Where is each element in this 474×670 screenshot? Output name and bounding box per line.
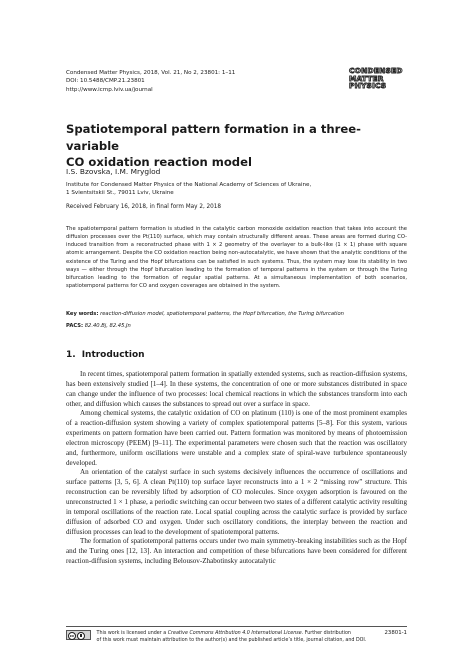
paragraph: An orientation of the catalyst surface in such systems decisively influences the occurrence of oscillations and surface patterns [3, 5, 6]. A clean Pt(110) top surface layer reconstructs into a 1 × 2 “missing row” structure. This reconstruction can be reversibly lifted by adsorption of CO molecules. Since oxygen adsorption is favoured on the unreconstructed 1 × 1 phase, a periodic switching can occur between two states of a different catalytic activity resulting in temporal oscillations of the reaction rate. Local spatial coupling across the catalytic surface is provided by surface diffusion of adsorbed CO and oxygen. Under such oscillatory conditions, the interplay between the reaction and diffusion processes can lead to the development of spatiotemporal patterns. (66, 468, 407, 536)
body-text (66, 370, 407, 567)
pacs-value: 82.40.Bj, 82.45.Jn (84, 323, 131, 329)
footer (66, 630, 407, 644)
page-number: 23801-1 (384, 630, 407, 636)
keywords (66, 310, 407, 318)
pacs-label: PACS: (66, 323, 84, 329)
journal-header (66, 69, 326, 94)
journal-citation: Condensed Matter Physics, 2018, Vol. 21, No 2, 23801: 1–11 (66, 70, 236, 76)
journal-logo: CONDENSED MATTER PHYSICS (349, 66, 403, 91)
paper-title: Spatiotemporal pattern formation in a three-variable CO oxidation reaction model (66, 122, 361, 169)
license-text: This work is licensed under a Creative Commons Attribution 4.0 International License. Further distribution of this work must maintain attribution to the author(s) and the published article’s title, journal citation, and DOI. (96, 631, 367, 644)
paragraph: The formation of spatiotemporal patterns occurs under two main symmetry-breaking instabilities such as the Hopf and the Turing ones [12, 13]. An interaction and competition of these bifurcations have been considered for different reaction-diffusion systems, including Belousov-Zhabotinsky autocatalytic (66, 537, 407, 566)
cc-by-icon: cc (66, 630, 91, 640)
paragraph: Among chemical systems, the catalytic oxidation of CO on platinum (110) is one of the most prominent examples of a reaction-diffusion system showing a variety of complex spatiotemporal patterns [5–8]. For this system, various experiments on pattern formation have been carried out. Pattern formation was monitored by means of photoemission electron microscopy (PEEM) [9–11]. The experimental parameters were chosen such that the reaction was oscillatory and, furthermore, uniform oscillations were unstable and a complex state of spiral-wave turbulence spontaneously developed. (66, 409, 407, 467)
journal-url[interactable]: http://www.icmp.lviv.ua/journal (66, 86, 153, 93)
pacs (66, 323, 131, 329)
section-title: Introduction (81, 350, 145, 360)
affiliation: Institute for Condensed Matter Physics of the National Academy of Sciences of Ukraine, 1 Svientsitskii St., 79011 Lviv, Ukraine (66, 182, 312, 197)
keywords-value: reaction-diffusion model, spatiotemporal patterns, the Hopf bifurcation, the Turing bifurcation (100, 311, 344, 317)
by-person-icon (77, 632, 85, 640)
footer-divider (66, 626, 407, 627)
received-dates: Received February 16, 2018, in final form May 2, 2018 (66, 204, 222, 210)
abstract: The spatiotemporal pattern formation is studied in the catalytic carbon monoxide oxidation reaction that takes into account the diffusion processes over the Pt(110) surface, which may contain structurally different areas. These areas are formed during CO-induced transition from a reconstructed phase with 1 × 2 geometry of the overlayer to a bulk-like (1 × 1) phase with square atomic arrangement. Despite the CO oxidation reaction being non-autocatalytic, we have shown that the analytic conditions of the existence of the Turing and the Hopf bifurcations can be satisfied in such systems. Thus, the system may lose its stability in two ways — either through the Hopf bifurcation leading to the formation of temporal patterns in the system or through the Turing bifurcation leading to the formation of regular spatial patterns. At a simultaneous implementation of both scenarios, spatiotemporal patterns for CO and oxygen coverages are obtained in the system. (66, 226, 407, 290)
paragraph: In recent times, spatiotemporal pattern formation in spatially extended systems, such as reaction-diffusion systems, has been extensively studied [1–4]. In these systems, the concentration of one or more substances distributed in space can change under the influence of two processes: local chemical reactions in which the substances transform into each other, and diffusion which causes the substances to spread out over a surface in space. (66, 370, 407, 408)
section-heading (66, 350, 145, 360)
doi-text[interactable]: DOI: 10.5488/CMP.21.23801 (66, 78, 145, 85)
authors: I.S. Bzovska, I.M. Mryglod (66, 167, 161, 176)
cc-license-badge[interactable] (66, 630, 91, 643)
license-link[interactable]: Creative Commons Attribution 4.0 International License (167, 631, 302, 636)
section-number: 1. (66, 350, 76, 360)
keywords-label: Key words: (66, 311, 99, 317)
